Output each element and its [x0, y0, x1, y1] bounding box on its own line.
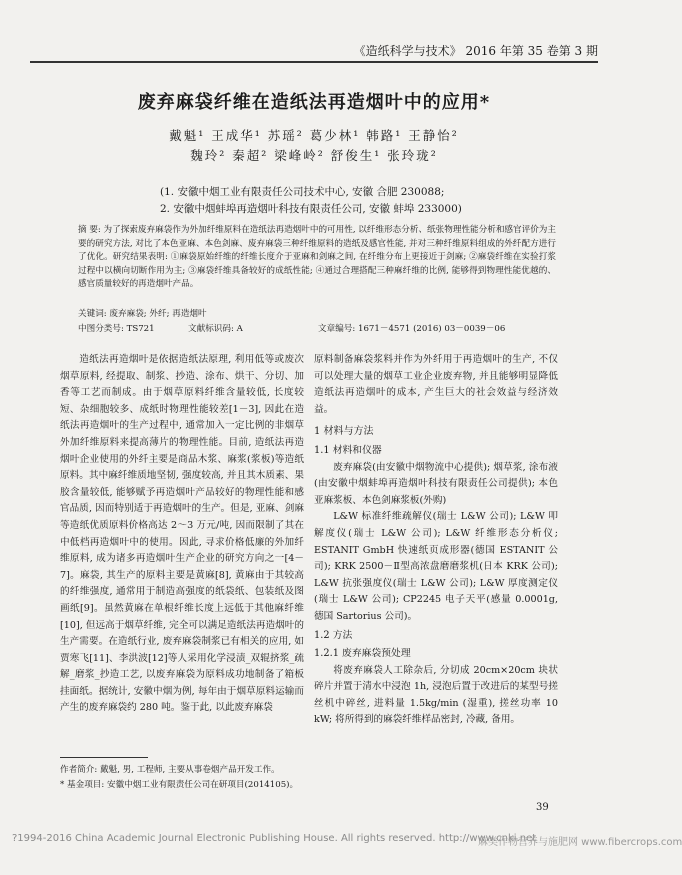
authors-line-1: 戴魁¹ 王成华¹ 苏瑶² 葛少林¹ 韩路¹ 王静怡²	[169, 128, 459, 143]
authors-line-2: 魏玲² 秦超² 梁峰岭² 舒俊生¹ 张玲珑²	[190, 148, 438, 163]
affiliation-2: 2. 安徽中烟蚌埠再造烟叶科技有限责任公司, 安徽 蚌埠 233000)	[160, 203, 462, 215]
footnote-author: 作者简介: 戴魁, 男, 工程师, 主要从事卷烟产品开发工作。	[60, 765, 280, 775]
right-column	[314, 352, 558, 729]
footnote-rule	[60, 757, 148, 758]
keywords: 关键词: 废弃麻袋; 外纤; 再造烟叶	[78, 309, 207, 319]
page-number: 39	[536, 802, 549, 813]
intro-paragraph-continued: 原料制备麻袋浆料并作为外纤用于再造烟叶的生产, 不仅可以处理大量的烟草工业企业废弃物, 并且能够明显降低造纸法再造烟叶的成本, 产生巨大的社会效益与经济效益。	[314, 354, 558, 415]
intro-paragraph: 造纸法再造烟叶是依据造纸法原理, 利用低等或废次烟草原料, 经提取、制浆、抄造、涂布、烘干、分切、加香等工艺而制成。由于烟草原料纤维含量较低, 长度较短、杂细胞较多、成纸时物理性能较差[1－3], 因此在造纸法再造烟叶的生产过程中, 通常加入一定比例的非烟草外加纤维原料来提高薄片的物理性能。目前, 造纸法再造烟叶企业使用的外纤主要是商品木浆、麻浆(浆板)等造纸原料。其中麻纤维质地坚韧, 强度较高, 并且其木质素、果胶含量较低, 能够赋予再造烟叶产品较好的物理性能和感官品质, 因而特别适于再造烟叶的生产。但是, 亚麻、剑麻等造纸优质原料价格高达 2～3 万元/吨, 因而限制了其在中低档再造烟叶中的使用。因此, 寻求价格低廉的外加纤维原料, 成为诸多再造烟叶生产企业的研究方向之一[4－7]。麻袋, 其生产的原料主要是黄麻[8], 黄麻由于其较高的纤维强度, 通常用于制造高强度的纸袋纸、包装纸及图画纸[9]。虽然黄麻在单根纤维长度上远低于其他麻纤维[10], 但远高于烟草纤维, 完全可以满足造纸法再造烟叶的生产需要。在造纸行业, 废弃麻袋制浆已有相关的应用, 如贾寒飞[11]、李洪波[12]等人采用化学浸渍_双辊挤浆_疏解_磨浆_抄造工艺, 以废弃麻袋为原料成功地制备了箱板挂面纸。据统计, 安徽中烟为例, 每年由于烟草原料运输而产生的废弃麻袋约 280 吨。鉴于此, 以此废弃麻袋	[60, 354, 304, 714]
section-1-2-heading: 1.2 方法	[314, 629, 353, 641]
abstract: 摘 要: 为了探索废弃麻袋作为外加纤维原料在造纸法再造烟叶中的可用性, 以纤维形态分析、纸张物理性能分析和感官评价为主要的研究方法, 对比了本色亚麻、本色剑麻、废弃麻袋三种纤维原料的造纸及感官性能, 并对三种纤维原料组成的外纤配方进行了优化。研究结果表明: ①麻袋原始纤维的纤维长度介于亚麻和剑麻之间, 在纤维分布上更接近于剑麻; ②麻袋纤维在实验打浆过程中以横向切断作用为主; ③麻袋纤维具备较好的成纸性能; ④通过合理搭配三种麻纤维的比例, 能够得到物理性能优越的、感官质量较好的再造烟叶产品。	[78, 225, 556, 290]
footer-watermark: 麻类作物营养与施肥网 www.fibercrops.com	[478, 837, 682, 848]
journal-header: 《造纸科学与技术》 2016 年第 35 卷第 3 期	[353, 44, 598, 58]
article-number: 文章编号: 1671－4571 (2016) 03－0039－06	[318, 324, 506, 334]
affiliation-1: (1. 安徽中烟工业有限责任公司技术中心, 安徽 合肥 230088;	[160, 186, 445, 198]
paper-title: 废弃麻袋纤维在造纸法再造烟叶中的应用*	[137, 92, 491, 113]
clc-number: 中图分类号: TS721	[78, 324, 155, 334]
section-1-2-1-heading: 1.2.1 废弃麻袋预处理	[314, 648, 411, 660]
footer-copyright: ?1994-2016 China Academic Journal Electronic Publishing House. All rights reserved. http://www.cnki.net	[12, 833, 537, 844]
footnote-fund: * 基金项目: 安徽中烟工业有限责任公司在研项目(2014105)。	[60, 780, 299, 790]
section-1-1-heading: 1.1 材料和仪器	[314, 444, 382, 456]
pretreatment-paragraph: 将废弃麻袋人工除杂后, 分切成 20cm×20cm 块状碎片并置于清水中浸泡 1h, 浸泡后置于改进后的某型号搓丝机中碎丝, 进料量 1.5kg/min (湿重), 搓丝功率 10 kW; 将所得到的麻袋纤维样品密封, 冷藏, 备用。	[314, 664, 558, 726]
header-rule	[30, 61, 598, 63]
materials-paragraph: 废弃麻袋(由安徽中烟物流中心提供); 烟草浆, 涂布液(由安徽中烟蚌埠再造烟叶科技有限责任公司提供); 本色亚麻浆板、本色剑麻浆板(外购)	[314, 461, 558, 506]
document-code: 文献标识码: A	[188, 324, 243, 334]
left-column	[60, 352, 304, 717]
instruments-paragraph: L&W 标准纤维疏解仪(瑞士 L&W 公司); L&W 叩解度仪(瑞士 L&W 公司); L&W 纤维形态分析仪; ESTANIT GmbH 快速纸页成形器(德国 ESTANIT 公司); KRK 2500－Ⅱ型高浓盘磨磨浆机(日本 KRK 公司); L&W 抗张强度仪(瑞士 L&W 公司); L&W 厚度测定仪(瑞士 L&W 公司); CP2245 电子天平(感量 0.0001g, 德国 Sartorius 公司)。	[314, 511, 558, 622]
section-1-heading: 1 材料与方法	[314, 426, 374, 438]
